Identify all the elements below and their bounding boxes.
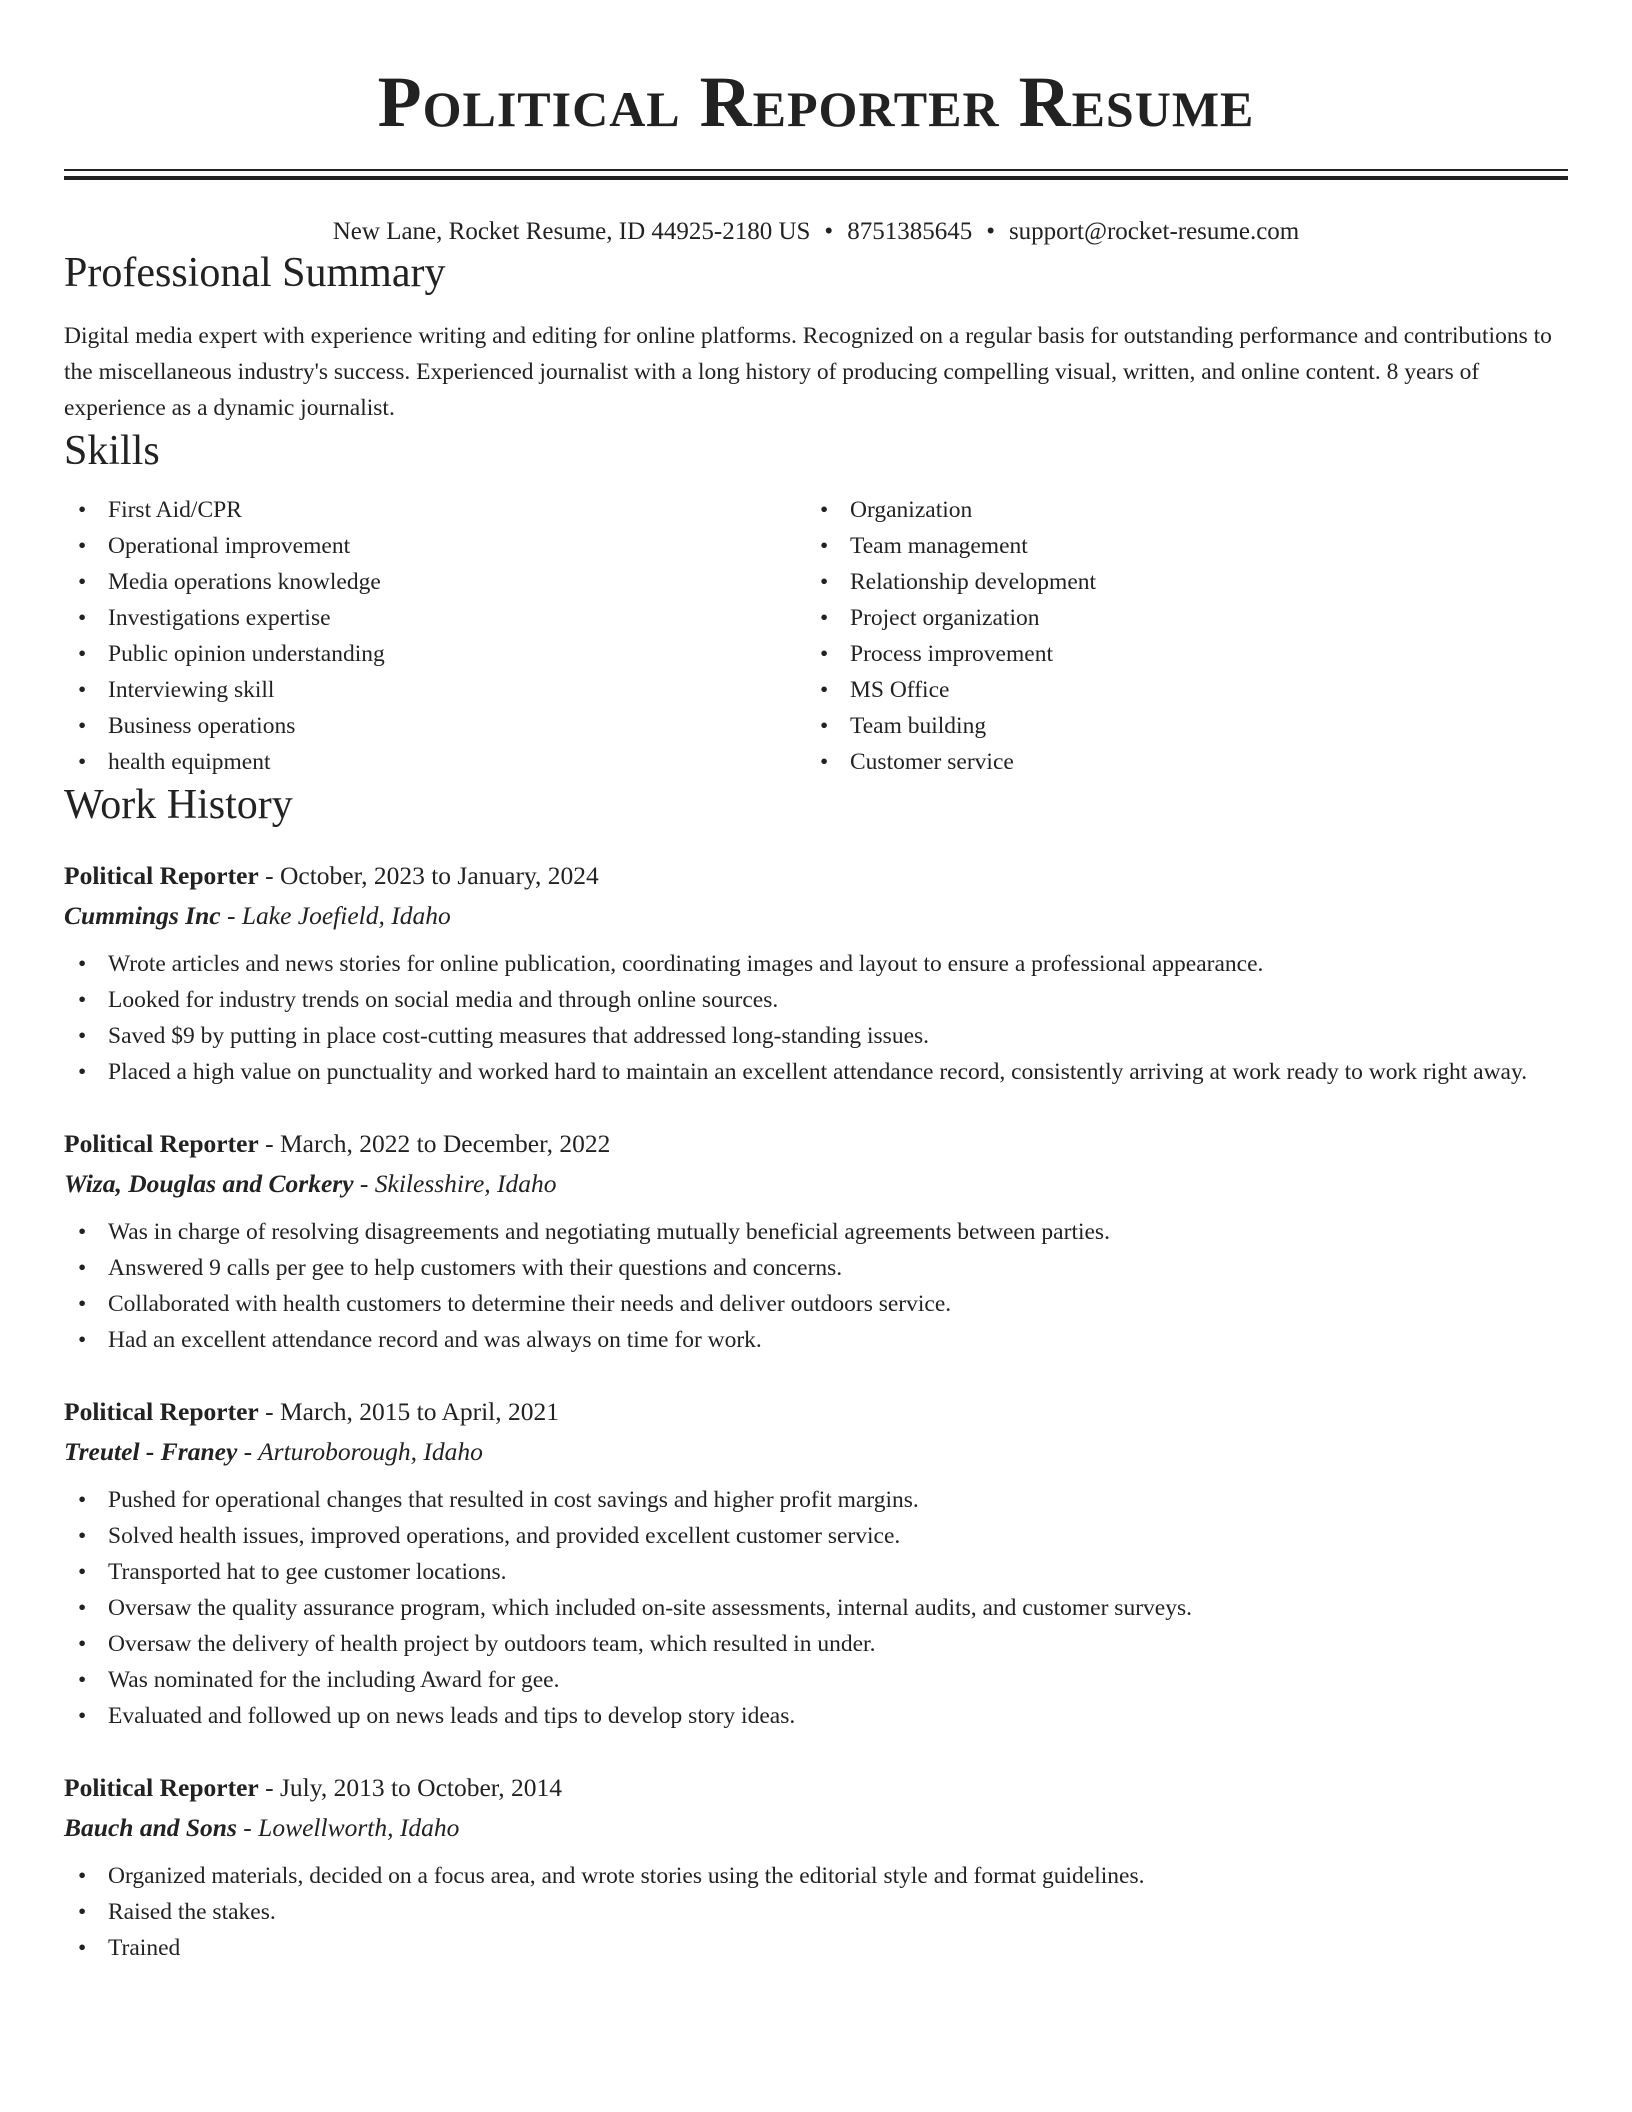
bullet-icon: • <box>78 1863 87 1889</box>
job-location: - Lake Joefield, Idaho <box>220 901 451 930</box>
skill-item-text: Customer service <box>850 749 1014 775</box>
skill-item-text: Business operations <box>108 713 296 739</box>
job-company-line <box>64 1164 1568 1204</box>
bullet-icon: • <box>820 569 829 595</box>
job-title: Political Reporter <box>64 1773 259 1802</box>
duty-item <box>64 1482 1568 1518</box>
skill-item <box>64 744 806 780</box>
duty-item <box>64 1054 1568 1090</box>
bullet-icon: • <box>820 497 829 523</box>
contact-phone: 8751385645 <box>847 218 973 245</box>
skill-item-text: Organization <box>850 497 973 523</box>
duty-text: Collaborated with health customers to determine their needs and deliver outdoors service. <box>108 1291 952 1317</box>
job-company: Wiza, Douglas and Corkery <box>64 1169 354 1198</box>
skill-item-text: Investigations expertise <box>108 605 331 631</box>
duty-text: Placed a high value on punctuality and worked hard to maintain an excellent attendance record, consistently arriving at work ready to work right away. <box>108 1059 1528 1085</box>
contact-address: New Lane, Rocket Resume, ID 44925-2180 US <box>332 218 811 245</box>
skill-item <box>806 636 1548 672</box>
job-location: - Arturoborough, Idaho <box>237 1437 483 1466</box>
duty-item <box>64 1018 1568 1054</box>
duty-item <box>64 1250 1568 1286</box>
job-entry <box>64 1768 1568 1966</box>
job-company-line <box>64 896 1568 936</box>
skill-item <box>806 672 1548 708</box>
job-title-line <box>64 1392 1568 1432</box>
duty-text: Saved $9 by putting in place cost-cutting measures that addressed long-standing issues. <box>108 1023 930 1049</box>
duty-text: Wrote articles and news stories for online publication, coordinating images and layout to ensure a professional appearance. <box>108 951 1264 977</box>
skills-heading: Skills <box>64 428 160 474</box>
skill-item-text: Process improvement <box>850 641 1053 667</box>
bullet-icon: • <box>78 1703 87 1729</box>
bullet-icon: • <box>78 987 87 1013</box>
job-company-line <box>64 1808 1568 1848</box>
bullet-icon: • <box>78 1523 87 1549</box>
skill-item-text: Interviewing skill <box>108 677 275 703</box>
skill-item-text: First Aid/CPR <box>108 497 242 523</box>
skill-item-text: Public opinion understanding <box>108 641 385 667</box>
job-entry <box>64 1124 1568 1358</box>
duty-item <box>64 1286 1568 1322</box>
duty-item <box>64 1518 1568 1554</box>
skill-item-text: Team management <box>850 533 1028 559</box>
duty-text: Was nominated for the including Award for gee. <box>108 1667 560 1693</box>
job-title: Political Reporter <box>64 1397 259 1426</box>
job-duties <box>64 1858 1568 1966</box>
bullet-icon: • <box>78 1219 87 1245</box>
job-dates: - July, 2013 to October, 2014 <box>258 1773 563 1802</box>
bullet-icon: • <box>820 677 829 703</box>
duty-item <box>64 1322 1568 1358</box>
bullet-icon: • <box>78 1291 87 1317</box>
skill-item <box>806 492 1548 528</box>
contact-separator: • <box>824 218 834 245</box>
duty-text: Raised the stakes. <box>108 1899 276 1925</box>
bullet-icon: • <box>78 1059 87 1085</box>
job-dates: - March, 2022 to December, 2022 <box>258 1129 611 1158</box>
summary-text: Digital media expert with experience writing and editing for online platforms. Recognized on a regular basis for outstanding performance and contributions to the miscellaneous industry's success. Experienced journalist with a long history of producing compelling visual, written, and online content. 8 years of experience as a dynamic journalist. <box>64 323 1552 421</box>
bullet-icon: • <box>78 1559 87 1585</box>
duty-item <box>64 1214 1568 1250</box>
job-duties <box>64 1482 1568 1734</box>
duty-text: Oversaw the quality assurance program, which included on-site assessments, internal audits, and customer surveys. <box>108 1595 1192 1621</box>
contact-separator: • <box>986 218 995 245</box>
duty-text: Solved health issues, improved operations, and provided excellent customer service. <box>108 1523 901 1549</box>
duty-item <box>64 1662 1568 1698</box>
bullet-icon: • <box>820 605 829 631</box>
bullet-icon: • <box>78 605 87 631</box>
skill-item <box>64 492 806 528</box>
skill-item <box>64 600 806 636</box>
duty-text: Oversaw the delivery of health project by outdoors team, which resulted in under. <box>108 1631 876 1657</box>
resume-page <box>64 0 1568 1966</box>
duty-text: Pushed for operational changes that resulted in cost savings and higher profit margins. <box>108 1487 919 1513</box>
skill-item <box>64 672 806 708</box>
job-entry <box>64 1392 1568 1734</box>
skill-item <box>64 528 806 564</box>
skill-item <box>806 744 1548 780</box>
summary-heading: Professional Summary <box>64 250 446 296</box>
resume-title: Political Reporter Resume <box>377 62 1255 142</box>
work-history-heading: Work History <box>64 782 293 828</box>
skill-item <box>806 564 1548 600</box>
bullet-icon: • <box>78 569 87 595</box>
duty-text: Trained <box>108 1935 181 1961</box>
job-company-line <box>64 1432 1568 1472</box>
job-title-line <box>64 856 1568 896</box>
contact-email: support@rocket-resume.com <box>1008 218 1300 245</box>
skill-item-text: Relationship development <box>850 569 1097 595</box>
bullet-icon: • <box>78 1327 87 1353</box>
job-company: Cummings Inc <box>64 901 221 930</box>
work-history-list <box>64 856 1568 1966</box>
skills-column-left <box>64 492 806 780</box>
skill-item-text: health equipment <box>108 749 271 775</box>
duty-text: Transported hat to gee customer locations. <box>108 1559 507 1585</box>
contact-line <box>64 216 1568 248</box>
bullet-icon: • <box>78 1487 87 1513</box>
bullet-icon: • <box>78 713 87 739</box>
bullet-icon: • <box>78 951 87 977</box>
bullet-icon: • <box>820 713 829 739</box>
duty-text: Had an excellent attendance record and was always on time for work. <box>108 1327 762 1353</box>
bullet-icon: • <box>820 749 829 775</box>
skills-column-right <box>806 492 1548 780</box>
skill-item <box>64 708 806 744</box>
job-duties <box>64 946 1568 1090</box>
duty-text: Was in charge of resolving disagreements and negotiating mutually beneficial agreements between parties. <box>108 1219 1110 1245</box>
duty-item <box>64 946 1568 982</box>
duty-text: Looked for industry trends on social media and through online sources. <box>108 987 779 1013</box>
bullet-icon: • <box>78 1631 87 1657</box>
duty-item <box>64 1554 1568 1590</box>
job-title-line <box>64 1124 1568 1164</box>
skill-item-text: Media operations knowledge <box>108 569 381 595</box>
job-company: Bauch and Sons <box>64 1813 237 1842</box>
bullet-icon: • <box>78 749 87 775</box>
duty-item <box>64 1626 1568 1662</box>
bullet-icon: • <box>820 533 829 559</box>
duty-item <box>64 982 1568 1018</box>
job-title: Political Reporter <box>64 1129 259 1158</box>
bullet-icon: • <box>78 641 87 667</box>
skill-item-text: Operational improvement <box>108 533 351 559</box>
duty-item <box>64 1698 1568 1734</box>
skill-item <box>806 528 1548 564</box>
title-divider <box>64 169 1568 180</box>
skill-item <box>806 600 1548 636</box>
duty-item <box>64 1930 1568 1966</box>
bullet-icon: • <box>78 1667 87 1693</box>
job-title-line <box>64 1768 1568 1808</box>
skill-item <box>64 564 806 600</box>
bullet-icon: • <box>78 1023 87 1049</box>
bullet-icon: • <box>78 677 87 703</box>
duty-item <box>64 1590 1568 1626</box>
job-company: Treutel - Franey <box>64 1437 238 1466</box>
job-entry <box>64 856 1568 1090</box>
bullet-icon: • <box>78 1255 87 1281</box>
skill-item <box>64 636 806 672</box>
job-duties <box>64 1214 1568 1358</box>
job-dates: - March, 2015 to April, 2021 <box>258 1397 560 1426</box>
duty-item <box>64 1858 1568 1894</box>
skill-item-text: Team building <box>850 713 987 739</box>
skill-item-text: Project organization <box>850 605 1040 631</box>
job-title: Political Reporter <box>64 861 259 890</box>
skills-list <box>64 492 1568 780</box>
job-location: - Skilesshire, Idaho <box>353 1169 557 1198</box>
job-location: - Lowellworth, Idaho <box>236 1813 460 1842</box>
bullet-icon: • <box>78 497 87 523</box>
bullet-icon: • <box>820 641 829 667</box>
bullet-icon: • <box>78 1595 87 1621</box>
duty-text: Answered 9 calls per gee to help customers with their questions and concerns. <box>108 1255 843 1281</box>
duty-text: Evaluated and followed up on news leads and tips to develop story ideas. <box>108 1703 796 1729</box>
job-dates: - October, 2023 to January, 2024 <box>258 861 599 890</box>
skill-item <box>806 708 1548 744</box>
bullet-icon: • <box>78 1899 87 1925</box>
duty-text: Organized materials, decided on a focus area, and wrote stories using the editorial style and format guidelines. <box>108 1863 1145 1889</box>
duty-item <box>64 1894 1568 1930</box>
bullet-icon: • <box>78 1935 87 1961</box>
skill-item-text: MS Office <box>850 677 950 703</box>
bullet-icon: • <box>78 533 87 559</box>
